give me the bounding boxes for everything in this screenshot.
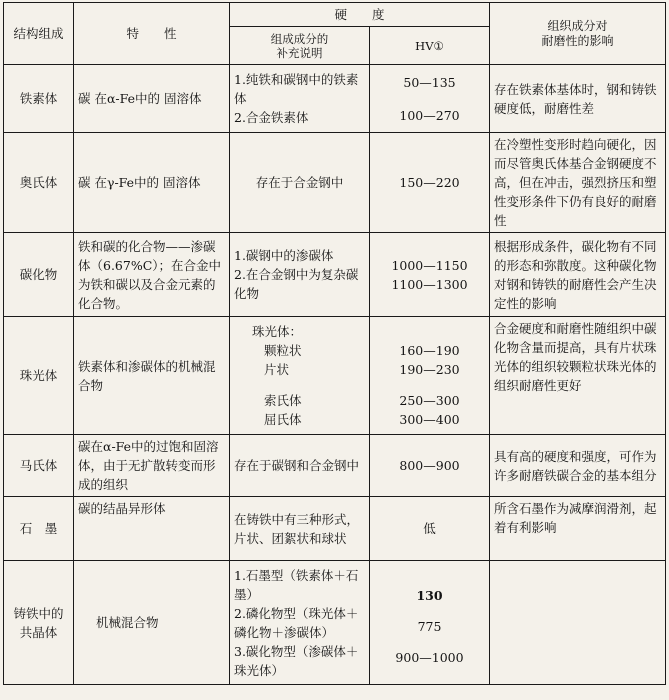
row-effect: 根据形成条件，碳化物有不同的形态和弥散度。这种碳化物对钢和铸铁的耐磨性会产生决定性的影响 [490, 233, 666, 317]
hv-value: 250—300 [399, 393, 460, 408]
table-row [4, 65, 666, 133]
hv-value: 低 [423, 521, 436, 536]
row-name: 珠光体 [4, 317, 74, 435]
note-line: 1.碳钢中的渗碳体 [234, 248, 334, 263]
note-line: 1.纯铁和碳钢中的铁素体 [234, 72, 359, 106]
row-notes [230, 435, 370, 497]
row-effect [490, 561, 666, 685]
note-line: 1.石墨型（铁素体＋石墨） [234, 567, 359, 602]
row-hv [370, 561, 490, 685]
hv-value: 300—400 [399, 412, 460, 427]
note-line: 颗粒状 [264, 343, 302, 358]
note-line: 片状 [264, 362, 290, 377]
row-property: 碳 在γ-Fe中的 固溶体 [74, 133, 230, 233]
note-line: 3.碳化物型（渗碳体＋珠光体） [234, 643, 359, 678]
note-line: 存在于合金钢中 [255, 175, 344, 190]
row-notes [230, 65, 370, 133]
row-property: 碳 在α-Fe中的 固溶体 [74, 65, 230, 133]
hv-value: 50—135 [403, 74, 456, 90]
row-effect: 在冷塑性变形时趋向硬化，因而尽管奥氏体基合金钢硬度不高，但在冲击，强烈挤压和塑性变形条件下仍有良好的耐磨性 [490, 133, 666, 233]
row-name: 石 墨 [4, 497, 74, 561]
row-effect: 所含石墨作为减摩润滑剂，起着有利影响 [490, 497, 666, 561]
note-line: 屈氏体 [264, 412, 302, 427]
row-hv [370, 233, 490, 317]
hv-value: 900—1000 [395, 650, 464, 665]
header-effect: 组织成分对 耐磨性的影响 [490, 3, 666, 65]
header-hv: HV① [370, 27, 490, 65]
note-line: 在铸铁中有三种形式，片状、团絮状和球状 [234, 511, 360, 546]
hv-value: 100—270 [399, 107, 460, 123]
header-hardness-note: 组成成分的 补充说明 [230, 27, 370, 65]
row-notes [230, 317, 370, 435]
row-effect: 具有高的硬度和强度，可作为许多耐磨铁碳合金的基本组分 [490, 435, 666, 497]
row-property: 碳的结晶异形体 [74, 497, 230, 561]
note-line: 2.在合金钢中为复杂碳化物 [234, 267, 359, 301]
row-hv [370, 435, 490, 497]
row-property: 铁和碳的化合物——渗碳体（6.67%C）；在合金中为铁和碳以及合金元素的化合物。 [74, 233, 230, 317]
row-property: 铁素体和渗碳体的机械混合物 [74, 317, 230, 435]
table-row [4, 497, 666, 561]
note-line: 珠光体： [252, 324, 303, 339]
note-line: 2.合金铁素体 [234, 110, 309, 125]
table-row [4, 561, 666, 685]
row-property: 机械混合物 [74, 561, 230, 685]
row-name: 碳化物 [4, 233, 74, 317]
hv-value: 800—900 [399, 458, 460, 473]
row-hv [370, 317, 490, 435]
hv-value: 160—190 [399, 343, 460, 358]
header-structure: 结构组成 [4, 3, 74, 65]
row-name: 铁素体 [4, 65, 74, 133]
row-name: 奥氏体 [4, 133, 74, 233]
hv-value: 1100—1300 [391, 276, 468, 292]
row-notes [230, 561, 370, 685]
row-notes [230, 497, 370, 561]
row-notes [230, 133, 370, 233]
note-line: 2.磷化物型（珠光体＋磷化物＋渗碳体） [234, 605, 359, 640]
row-effect: 合金硬度和耐磨性随组织中碳化物含量而提高，具有片状珠光体的组织较颗粒状珠光体的组织耐磨性更好 [490, 317, 666, 435]
row-name: 铸铁中的共晶体 [4, 561, 74, 685]
table-row [4, 435, 666, 497]
hv-value: 775 [417, 619, 442, 634]
row-name: 马氏体 [4, 435, 74, 497]
row-effect: 存在铁素体基体时，钢和铸铁硬度低，耐磨性差 [490, 65, 666, 133]
header-hardness: 硬 度 [230, 3, 490, 27]
hv-value: 130 [416, 588, 443, 603]
header-property: 特 性 [74, 3, 230, 65]
hv-value: 150—220 [399, 175, 460, 190]
row-notes [230, 233, 370, 317]
row-hv [370, 65, 490, 133]
note-line: 索氏体 [264, 393, 302, 408]
row-property: 碳在α-Fe中的过饱和固溶体，由于无扩散转变而形成的组织 [74, 435, 230, 497]
row-hv [370, 133, 490, 233]
table-row [4, 233, 666, 317]
table-row [4, 317, 666, 435]
row-hv [370, 497, 490, 561]
hv-value: 1000—1150 [391, 257, 468, 273]
note-line: 存在于碳钢和合金钢中 [234, 458, 360, 473]
hardness-table [3, 2, 666, 685]
hv-value: 190—230 [399, 362, 460, 377]
table-row [4, 133, 666, 233]
